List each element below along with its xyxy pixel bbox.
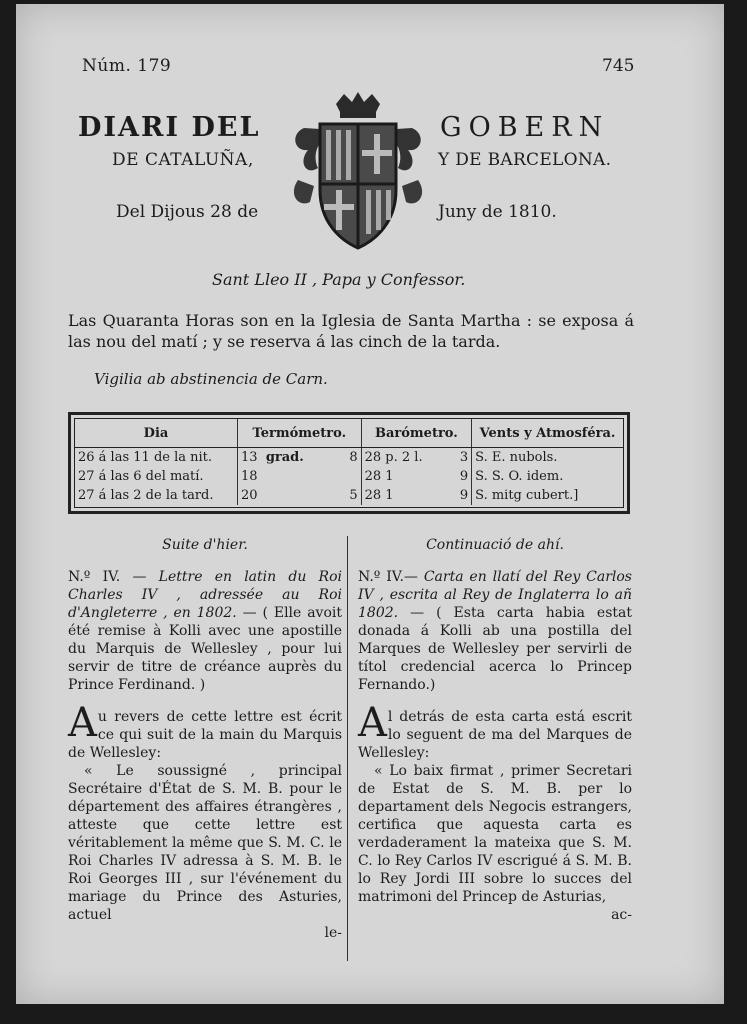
left-item-title: Lettre en latin du Roi Charles IV , adressée au Roi d'Angleterre , en 1802. xyxy=(68,569,342,621)
date-right: Juny de 1810. xyxy=(438,202,557,222)
row-baro: 28 p. 2 l. xyxy=(364,450,423,465)
header-thermometer: Termómetro. xyxy=(238,419,362,448)
left-dropcap: A xyxy=(68,700,97,746)
header-day: Dia xyxy=(75,419,238,448)
header-winds: Vents y Atmosféra. xyxy=(472,419,623,448)
masthead-title-right: GOBERN xyxy=(440,112,610,143)
right-catchword: ac- xyxy=(611,907,632,923)
right-dropcap: A xyxy=(358,700,387,746)
left-column-heading: Suite d'hier. xyxy=(162,537,248,553)
right-item-number: N.º IV.— xyxy=(358,569,418,585)
newspaper-page xyxy=(16,4,724,1004)
weather-table-header xyxy=(75,419,623,448)
left-item-note: — ( Elle avoit été remise à Kolli avec une apostille du Marquis de Wellesley , pour lui servir de titre de créance auprès du Prince Ferdinand. ) xyxy=(68,605,342,693)
left-paragraph-2: « Le soussigné , principal Secrétaire d'État de S. M. B. pour le département des affaires étrangères , atteste que cette lettre est véritablement la même que S. M. C. le Roi Charles IV adressa à S. M. B. le Roi Georges III , sur l'événement du mariage du Prince des Asturies, actuel xyxy=(68,763,342,923)
masthead-subtitle-right: Y DE BARCELONA. xyxy=(438,150,612,170)
date-left: Del Dijous 28 de xyxy=(116,202,259,222)
issue-number: Núm. 179 xyxy=(82,56,172,76)
header-barometer: Barómetro. xyxy=(361,419,472,448)
weather-table xyxy=(68,412,630,514)
left-item-intro xyxy=(68,568,342,694)
row-baro-frac: 3 xyxy=(451,448,472,468)
row-temp-frac xyxy=(339,467,361,486)
row-temp-unit: grad. xyxy=(265,450,304,465)
row-temp: 20 xyxy=(241,488,258,503)
row-wind: S. E. nubols. xyxy=(475,450,558,465)
row-day: 26 á las 11 de la nit. xyxy=(75,448,238,468)
row-baro-frac: 9 xyxy=(451,486,472,505)
left-column xyxy=(68,536,342,942)
right-item-intro xyxy=(358,568,632,694)
row-temp-frac: 5 xyxy=(339,486,361,505)
row-wind: S. S. O. idem. xyxy=(475,469,564,484)
table-row xyxy=(75,448,623,468)
left-item-number: N.º IV. — xyxy=(68,569,147,585)
row-temp: 18 xyxy=(241,469,258,484)
row-temp: 13 xyxy=(241,450,258,465)
row-day: 27 á las 6 del matí. xyxy=(75,467,238,486)
forty-hours-notice: Las Quaranta Horas son en la Iglesia de Santa Martha : se exposa á las nou del matí ; y se reserva á las cinch de la tarda. xyxy=(68,311,634,351)
saint-of-the-day: Sant Lleo II , Papa y Confessor. xyxy=(212,270,466,289)
left-catchword: le- xyxy=(324,925,342,941)
coat-of-arms-icon xyxy=(284,90,432,252)
right-paragraph-2: « Lo baix firmat , primer Secretari de Estat de S. M. B. per lo departament dels Negocis estrangers, certifica que aquesta carta es verdaderament la mateixa que S. M. C. lo Rey Carlos IV escrigué á S. M. B. lo Rey Jordi III sobre lo succes del matrimoni del Princep de Asturias, xyxy=(358,763,632,905)
row-baro-frac: 9 xyxy=(451,467,472,486)
masthead-subtitle-left: DE CATALUÑA, xyxy=(112,150,254,170)
row-baro: 28 1 xyxy=(364,469,394,484)
vigil-notice: Vigilia ab abstinencia de Carn. xyxy=(94,370,328,388)
right-item-note: — ( Esta carta habia estat donada á Kolli ab una postilla del Marques de Wellesley per servirli de títol credencial acerca lo Princep Fernando.) xyxy=(358,605,632,693)
right-column xyxy=(358,536,632,924)
table-row xyxy=(75,467,623,486)
row-baro: 28 1 xyxy=(364,488,394,503)
page-number: 745 xyxy=(602,56,635,76)
right-paragraph-1-text: l detrás de esta carta está escrit lo seguent de ma del Marques de Wellesley: xyxy=(358,709,632,761)
left-paragraph-1 xyxy=(68,700,342,762)
right-column-heading: Continuació de ahí. xyxy=(426,537,564,553)
table-row xyxy=(75,486,623,505)
column-divider xyxy=(347,536,348,961)
row-wind: S. mitg cubert.] xyxy=(475,488,579,503)
row-day: 27 á las 2 de la tard. xyxy=(75,486,238,505)
masthead-title-left: DIARI DEL xyxy=(78,112,261,143)
right-paragraph-1 xyxy=(358,700,632,762)
left-paragraph-1-text: u revers de cette lettre est écrit ce qui suit de la main du Marquis de Wellesley: xyxy=(68,709,342,761)
row-temp-frac: 8 xyxy=(339,448,361,468)
right-item-title: Carta en llatí del Rey Carlos IV , escrita al Rey de Inglaterra lo añ 1802. xyxy=(358,569,632,621)
